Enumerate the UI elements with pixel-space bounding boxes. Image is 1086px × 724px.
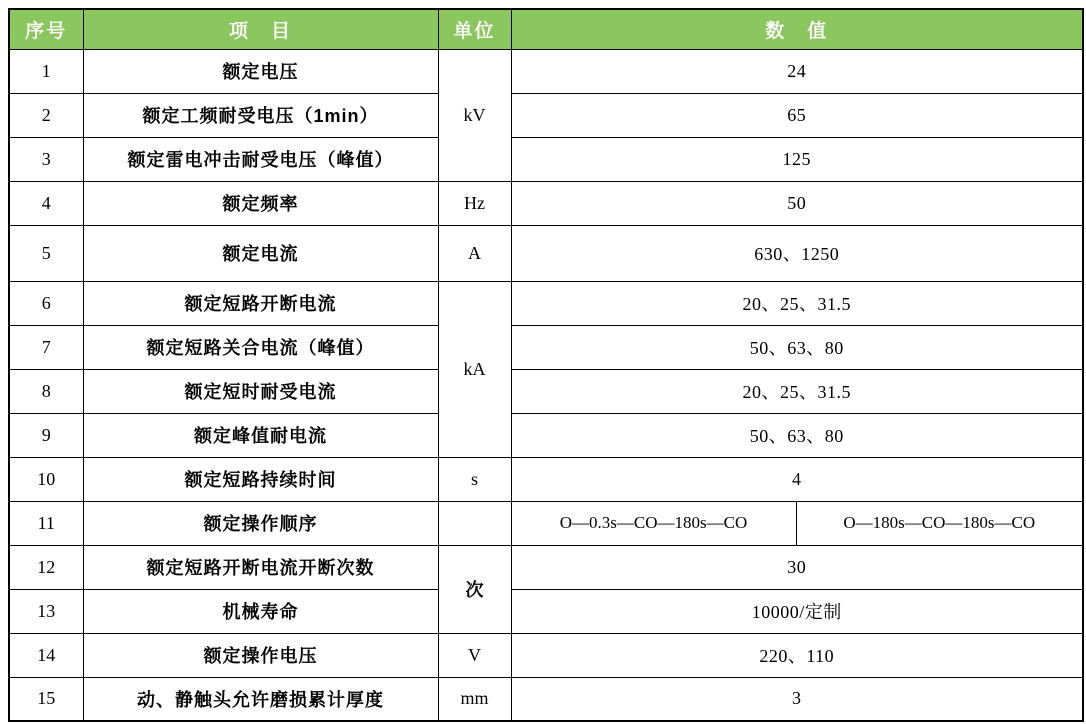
value-cell: 20、25、31.5: [511, 369, 1083, 413]
unit-cell-hz: Hz: [438, 181, 511, 225]
unit-cell-blank: [438, 501, 511, 545]
table-row: [9, 281, 1083, 325]
unit-cell-ci: 次: [438, 545, 511, 633]
serial-cell: 8: [9, 369, 83, 413]
item-cell: 额定峰值耐电流: [83, 413, 438, 457]
table-row: [9, 49, 1083, 93]
table-row: [9, 413, 1083, 457]
serial-cell: 3: [9, 137, 83, 181]
item-cell: 额定电压: [83, 49, 438, 93]
value-cell: 50: [511, 181, 1083, 225]
unit-cell-a: A: [438, 225, 511, 281]
value-cell-sequence-right: O—180s—CO—180s—CO: [796, 501, 1083, 545]
value-cell: 10000/定制: [511, 589, 1083, 633]
table-row: [9, 457, 1083, 501]
item-cell: 额定短时耐受电流: [83, 369, 438, 413]
table-row: [9, 225, 1083, 281]
unit-cell-kv: kV: [438, 49, 511, 181]
spec-table: [8, 8, 1084, 722]
table-row: [9, 137, 1083, 181]
table-row: [9, 589, 1083, 633]
value-cell: 220、110: [511, 633, 1083, 677]
table-row: [9, 633, 1083, 677]
table-row: [9, 181, 1083, 225]
item-cell: 额定短路开断电流: [83, 281, 438, 325]
serial-cell: 1: [9, 49, 83, 93]
header-cell-unit: 单位: [438, 9, 511, 49]
item-cell: 额定短路开断电流开断次数: [83, 545, 438, 589]
item-cell: 额定电流: [83, 225, 438, 281]
serial-cell: 11: [9, 501, 83, 545]
value-cell: 30: [511, 545, 1083, 589]
serial-cell: 14: [9, 633, 83, 677]
header-row: [9, 9, 1083, 49]
serial-cell: 15: [9, 677, 83, 721]
serial-cell: 12: [9, 545, 83, 589]
serial-cell: 10: [9, 457, 83, 501]
value-cell: 50、63、80: [511, 413, 1083, 457]
table-row: [9, 501, 1083, 545]
unit-cell-v: V: [438, 633, 511, 677]
table-row: [9, 369, 1083, 413]
serial-cell: 5: [9, 225, 83, 281]
item-cell: 额定操作电压: [83, 633, 438, 677]
header-cell-value: 数 值: [511, 9, 1083, 49]
value-cell: 125: [511, 137, 1083, 181]
table-row: [9, 677, 1083, 721]
table-row: [9, 325, 1083, 369]
item-cell: 额定短路持续时间: [83, 457, 438, 501]
header-cell-serial: 序号: [9, 9, 83, 49]
table-row: [9, 93, 1083, 137]
value-cell: 3: [511, 677, 1083, 721]
item-cell: 额定工频耐受电压（1min）: [83, 93, 438, 137]
item-cell: 额定短路关合电流（峰值）: [83, 325, 438, 369]
serial-cell: 9: [9, 413, 83, 457]
serial-cell: 6: [9, 281, 83, 325]
unit-cell-s: s: [438, 457, 511, 501]
item-cell: 额定频率: [83, 181, 438, 225]
value-cell: 65: [511, 93, 1083, 137]
item-cell: 动、静触头允许磨损累计厚度: [83, 677, 438, 721]
unit-cell-ka: kA: [438, 281, 511, 457]
value-cell: 24: [511, 49, 1083, 93]
serial-cell: 13: [9, 589, 83, 633]
value-cell: 4: [511, 457, 1083, 501]
table-row: [9, 545, 1083, 589]
item-cell: 机械寿命: [83, 589, 438, 633]
serial-cell: 7: [9, 325, 83, 369]
value-cell: 50、63、80: [511, 325, 1083, 369]
serial-cell: 2: [9, 93, 83, 137]
value-cell: 20、25、31.5: [511, 281, 1083, 325]
item-cell: 额定操作顺序: [83, 501, 438, 545]
value-cell-sequence-left: O—0.3s—CO—180s—CO: [511, 501, 796, 545]
header-cell-item: 项 目: [83, 9, 438, 49]
item-cell: 额定雷电冲击耐受电压（峰值）: [83, 137, 438, 181]
serial-cell: 4: [9, 181, 83, 225]
value-cell: 630、1250: [511, 225, 1083, 281]
unit-cell-mm: mm: [438, 677, 511, 721]
